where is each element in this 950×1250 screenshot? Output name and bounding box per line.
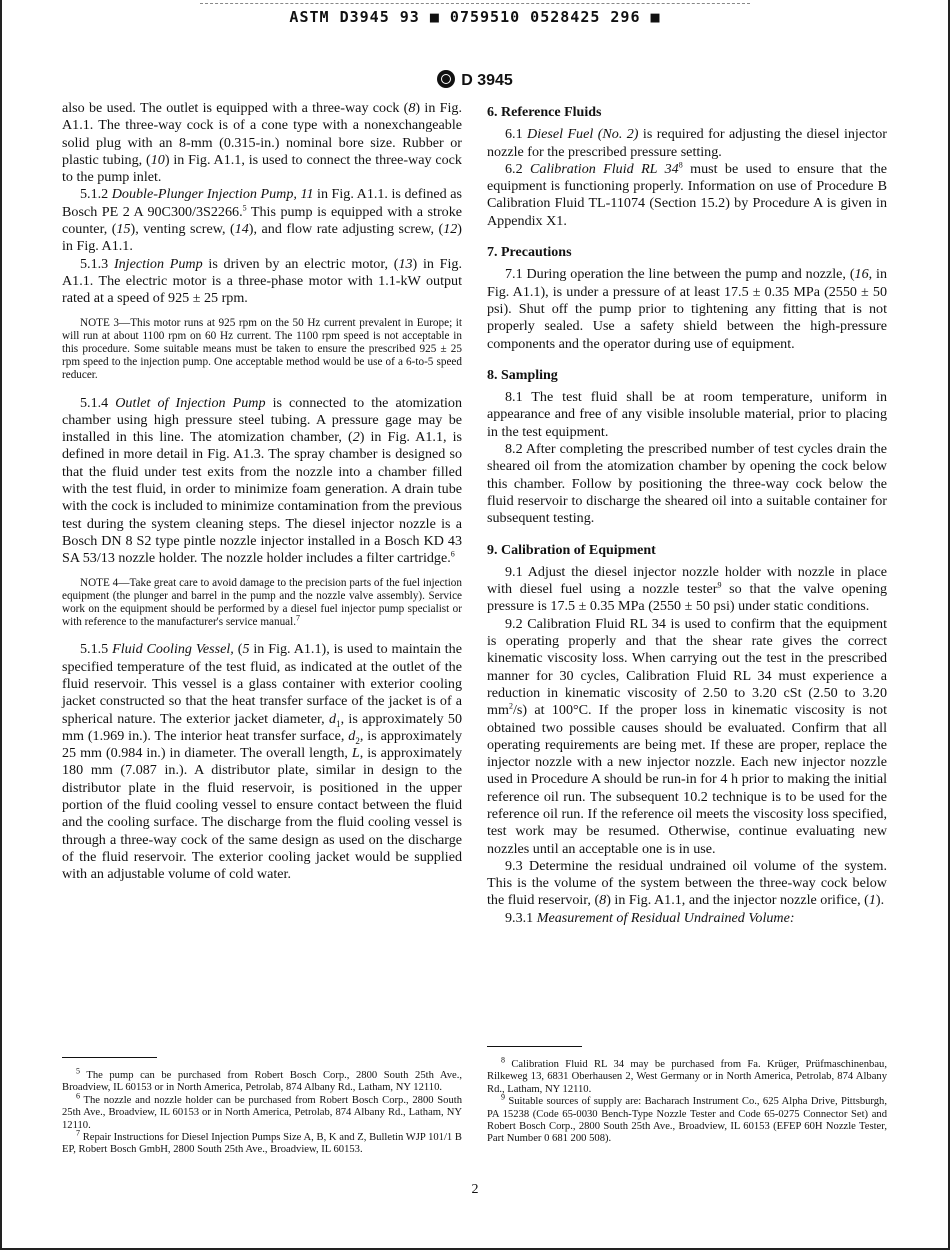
footnote-ref: 6 bbox=[76, 1091, 80, 1101]
text-run: The pump can be purchased from Robert Bosch Corp., 2800 South 25th Ave., Broadview, IL 60153 or in North America, Petrolab, 874 Albany Rd., Latham, NY 12110. bbox=[62, 1070, 462, 1094]
text-run: is required for adjusting the diesel injector nozzle for the prescribed pressure setting. bbox=[487, 126, 888, 160]
paragraph bbox=[487, 266, 887, 352]
footnote-ref: 6 bbox=[450, 549, 455, 559]
text-run: 9.1 Adjust the diesel injector nozzle holder with nozzle in place with diesel fuel using a nozzle tester bbox=[487, 563, 887, 598]
paragraph bbox=[487, 441, 887, 527]
text-run: ) in Fig. A1.1, and the injector nozzle orifice, ( bbox=[606, 892, 869, 909]
paragraph bbox=[62, 256, 462, 308]
text-run: ) in Fig. A1.1. The electric motor is a three-phase motor with 1.1-kW output rated at a speed of 925 ± 25 rpm. bbox=[62, 255, 462, 307]
footnote bbox=[62, 1128, 462, 1157]
section-heading bbox=[487, 542, 887, 559]
italic-text: Fluid Cooling Vessel, bbox=[112, 641, 234, 658]
italic-text: Measurement of Residual Undrained Volume: bbox=[536, 909, 795, 926]
italic-text: 13 bbox=[398, 255, 413, 272]
text-run: ) in Fig. A1.1. bbox=[62, 221, 462, 255]
text-run: 8.1 The test fluid shall be at room temperature, uniform in appearance and free of any visible insoluble material, prior to placing in the test equipment. bbox=[487, 389, 887, 440]
footnote bbox=[487, 1092, 887, 1146]
footnote bbox=[487, 1055, 887, 1096]
footnotes-left bbox=[62, 1057, 462, 1157]
text-run: so that the valve opening pressure is 17.5 ± 0.35 MPa (2550 ± 50 psi) under static conditions. bbox=[487, 581, 887, 615]
italic-text: Diesel Fuel (No. 2) bbox=[527, 126, 639, 143]
italic-text: Double-Plunger Injection Pump, 11 bbox=[111, 186, 314, 203]
italic-text: Injection Pump bbox=[113, 255, 203, 272]
page-header bbox=[0, 70, 950, 90]
footnote-ref: 5 bbox=[242, 203, 247, 213]
section-heading bbox=[487, 367, 887, 384]
text-run: 9. Calibration of Equipment bbox=[487, 542, 656, 558]
subscript: 1 bbox=[336, 718, 341, 729]
text-run: , in Fig. A1.1), is under a pressure of at least 17.5 ± 0.35 MPa (2550 ± 50 psi). Shut off the pump prior to tightening any fitting that is not properly sealed. Use a safety shield between the high-pressure components and the operator during use of equipment. bbox=[487, 266, 887, 352]
text-run: 5.1.3 bbox=[80, 255, 114, 272]
paragraph bbox=[62, 186, 462, 255]
text-run: also be used. The outlet is equipped with a three-way cock ( bbox=[62, 100, 409, 116]
footnote bbox=[62, 1066, 462, 1095]
text-run: 6.2 bbox=[505, 160, 530, 177]
text-run: , is approximately 50 mm (1.969 in.). The interior heat transfer surface, bbox=[62, 710, 462, 744]
paragraph bbox=[62, 641, 462, 883]
paragraph bbox=[487, 161, 887, 230]
text-run: 8. Sampling bbox=[487, 367, 558, 383]
text-run: 6. Reference Fluids bbox=[487, 105, 602, 120]
footnote-ref: 8 bbox=[678, 160, 683, 170]
text-run: 5.1.5 bbox=[80, 641, 113, 658]
text-run: 5.1.2 bbox=[80, 186, 112, 203]
text-run: in Fig. A1.1), is used to maintain the specified temperature of the test fluid, as indicated at the outlet of the fluid reservoir. This vessel is a glass container with exterior cooling jacket constructed so that the heat transfer surface of the jacket is of a spherical nature. The exterior jacket diameter, bbox=[62, 641, 462, 727]
paragraph bbox=[62, 395, 462, 568]
text-run: /s) at 100°C. If the proper loss in kinematic viscosity is not obtained two possible causes should be evaluated. Confirm that all operating requirements are being met. If these are proper, replace the injector nozzle with a new injector nozzle. Each new injector nozzle used in Procedure A should be run-in for 4 h prior to making the initial reference oil run. The subsequent 10.2 technique is to be used for the reference oil run. If the reference oil meets the viscosity loss specified, test work may be resumed. Otherwise, continue evaluating new nozzles until an acceptable one is in use. bbox=[487, 702, 887, 857]
italic-text: d bbox=[329, 710, 337, 727]
text-run: ) in Fig. A1.1. The three-way cock is of a cone type with a nonexchangeable solid plug with an 8-mm (0.315-in.) nominal bore size. Rubber or plastic tubing, ( bbox=[62, 100, 462, 168]
text-run: ( bbox=[233, 641, 243, 658]
italic-text: 12 bbox=[443, 221, 458, 238]
footnote-rule bbox=[62, 1057, 157, 1058]
designation: D 3945 bbox=[461, 72, 513, 89]
text-run: ), venting screw, ( bbox=[130, 221, 235, 238]
text-run: The nozzle and nozzle holder can be purchased from Robert Bosch Corp., 2800 South 25th Ave., Broadview, IL 60153 or in North America, Petrolab, 874 Albany Rd., Latham, NY 12110. bbox=[62, 1094, 462, 1131]
text-run: 9.3.1 bbox=[505, 909, 537, 926]
italic-text: Outlet of Injection Pump bbox=[115, 394, 266, 411]
italic-text: 16 bbox=[854, 266, 869, 283]
text-run: 8.2 After completing the prescribed number of test cycles drain the sheared oil from the atomization chamber by opening the cock below this chamber. Follow by positioning the three-way cock below the fluid reservoir to discharge the sheared oil into a suitable container for subsequent testing. bbox=[487, 441, 887, 527]
text-run: , is approximately 25 mm (0.984 in.) in diameter. The overall length, bbox=[62, 727, 462, 762]
text-run: This pump is equipped with a stroke counter, ( bbox=[62, 203, 463, 238]
italic-text: 14 bbox=[234, 221, 249, 238]
italic-text: 8 bbox=[408, 100, 416, 116]
text-run: is driven by an electric motor, ( bbox=[202, 255, 399, 272]
text-run: NOTE 4—Take great care to avoid damage to the precision parts of the fuel injection equipment (the plunger and barrel in the pump and the nozzle valve assembly). Service work on the equipment should be performed by a diesel fuel injector pump specialist or with reference to the manufacturer's service manual. bbox=[62, 576, 462, 629]
text-run: ). bbox=[875, 892, 885, 909]
italic-text: Calibration Fluid RL 34 bbox=[530, 160, 679, 177]
italic-text: L bbox=[351, 745, 360, 762]
paragraph bbox=[487, 389, 887, 441]
text-run: NOTE 3—This motor runs at 925 rpm on the 50 Hz current prevalent in Europe; it will run at about 1100 rpm on 60 Hz current. The 1100 rpm speed is not acceptable in this procedure. Some suitable means must be taken to ensure the prescribed 925 ± 25 rpm speed to the injection pump. One acceptable method would be use of a 6-to-5 speed reducer. bbox=[62, 316, 462, 382]
section-heading bbox=[487, 104, 887, 121]
footnote-ref: 8 bbox=[501, 1055, 505, 1065]
footnote-ref: 7 bbox=[76, 1128, 80, 1138]
paragraph bbox=[487, 564, 887, 616]
document-code-line: ASTM D3945 93 ■ 0759510 0528425 296 ■ bbox=[289, 8, 661, 26]
paragraph bbox=[487, 910, 887, 927]
footnote-ref: 9 bbox=[717, 580, 722, 590]
left-column bbox=[62, 100, 462, 884]
italic-text: 2 bbox=[352, 429, 360, 446]
italic-text: 15 bbox=[116, 221, 131, 238]
italic-text: 8 bbox=[599, 892, 607, 909]
text-run: 9.2 Calibration Fluid RL 34 is used to confirm that the equipment is operating properly and that the shear rate gives the correct kinematic viscosity loss. When carrying out the test in the prescribed manner for 30 cycles, Calibration Fluid RL 34 must experience a reduction in kinematic viscosity of 2.50 to 3.20 cSt (2.50 to 3.20 mm bbox=[487, 615, 887, 719]
note bbox=[62, 577, 462, 630]
italic-text: 5 bbox=[242, 641, 250, 658]
footnote bbox=[62, 1091, 462, 1132]
right-column bbox=[487, 100, 887, 927]
text-run: , is approximately 180 mm (7.087 in.). A distributor plate, similar in design to the distributor plate in the fluid reservoir, is positioned in the upper portion of the fluid cooling vessel to ensure contact between the fluid and the cooling surface. The discharge from the fluid cooling vessel is through a three-way cock of the same design as used on the discharge of the fluid reservoir. The exterior cooling jacket would be supplied with an adjustable volume of cold water. bbox=[62, 745, 463, 883]
scan-line bbox=[200, 3, 750, 4]
text-run: ) in Fig. A1.1, is defined in more detail in Fig. A1.3. The spray chamber is designed so that the fluid under test exits from the nozzle into a chamber filled with the test fluid, in order to minimize foam generation. A drain tube with the cock is included to minimize contamination from the previous test during the system cleaning steps. The diesel injector nozzle is a Bosch DN 8 S2 type pintle nozzle injector installed in a Bosch KD 43 SA 53/13 nozzle holder. The nozzle holder includes a filter cartridge. bbox=[62, 429, 463, 567]
footnote-ref: 5 bbox=[76, 1066, 80, 1076]
page-number: 2 bbox=[471, 1182, 479, 1197]
note bbox=[62, 317, 462, 383]
subscript: 2 bbox=[355, 735, 360, 746]
text-run: 7.1 During operation the line between the pump and nozzle, ( bbox=[505, 266, 855, 283]
text-run: must be used to ensure that the equipment is functioning properly. Information on use of Procedure B Calibration Fluid TL-11074 (Section 15.2) by Procedure A is given in Appendix X1. bbox=[487, 160, 887, 229]
italic-text: 1 bbox=[868, 892, 876, 909]
text-run: ) in Fig. A1.1, is used to connect the three-way cock to the pump inlet. bbox=[62, 151, 462, 186]
text-run: Suitable sources of supply are: Bacharach Instrument Co., 625 Alpha Drive, Pittsburgh, PA 15238 (Code 65-0030 Bench-Type Nozzle Tester and Code 65-0275 Connector Set) and Robert Bosch Corp., 2800 South 25th Ave., Broadview, IL 60153 (EFEP 60H Nozzle Tester, Part Number 0 681 200 508). bbox=[487, 1096, 887, 1145]
text-run: 5.1.4 bbox=[80, 394, 116, 411]
footnote-rule bbox=[487, 1046, 582, 1047]
footnote-ref: 7 bbox=[296, 613, 301, 623]
text-run: is connected to the atomization chamber using high pressure steel tubing. A pressure gage may be installed in this line. The atomization chamber, ( bbox=[62, 394, 462, 446]
text-run: 6.1 bbox=[505, 126, 528, 143]
text-run: Repair Instructions for Diesel Injection Pumps Size A, B, K and Z, Bulletin WJP 101/1 B EP, Robert Bosch GmbH, 2800 South 25th Ave., Broadview, IL 60153. bbox=[62, 1132, 462, 1156]
italic-text: d bbox=[348, 727, 356, 744]
footnote-ref: 9 bbox=[501, 1092, 505, 1102]
paragraph bbox=[62, 100, 462, 186]
text-run: in Fig. A1.1. is defined as Bosch PE 2 A 90C300/3S2266. bbox=[62, 186, 462, 220]
text-run: 7. Precautions bbox=[487, 245, 572, 261]
paragraph bbox=[487, 126, 887, 161]
text-run: ), and flow rate adjusting screw, ( bbox=[248, 221, 444, 238]
text-run: Calibration Fluid RL 34 may be purchased from Fa. Krüger, Prüfmaschinenbau, Rilkeweg 13, 6831 Oberhausen 2, West Germany or in North America, Petrolab, 874 Albany Rd., Latham, NY 12110. bbox=[487, 1059, 887, 1095]
paragraph bbox=[487, 858, 887, 910]
footnotes-right bbox=[487, 1046, 887, 1146]
text-run: 9.3 Determine the residual undrained oil volume of the system. This is the volume of the system between the three-way cock below the fluid reservoir, ( bbox=[487, 857, 887, 909]
paragraph bbox=[487, 616, 887, 858]
italic-text: 10 bbox=[150, 151, 165, 168]
footnote-ref: 2 bbox=[508, 701, 513, 711]
astm-logo-icon bbox=[437, 70, 455, 88]
section-heading bbox=[487, 244, 887, 261]
